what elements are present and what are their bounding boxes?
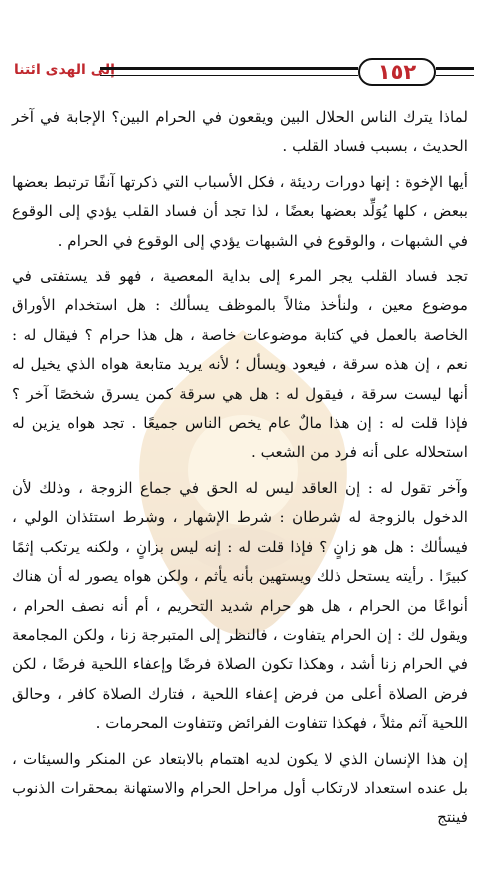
paragraph-4: وآخر تقول له : إن العاقد ليس له الحق في جماع الزوجة ، وذلك لأن الدخول بالزوجة له شرطان : شرط الإشهار ، وشرط استئذان الولي ، فيسألك : هل هو زانٍ ؟ فإذا قلت له : إنه ليس بزانٍ ، ولكنه يرتكب إثمًا كبيرًا . رأيته يستحل ذلك ويستهين بأنه يأثم ، ولكن هواه يصور له أن هناك أنواعًا من الحرام ، هل هو حرام شديد التحريم ، أم أنه نصف الحرام ، ويقول لك : إن الحرام يتفاوت ، فالنظر إلى المتبرجة زنا ، ولكن المجامعة في الحرام زنا أشد ، وهكذا تكون الصلاة فرضًا وإعفاء اللحية فرضًا ، لكن فرض الصلاة أعلى من فرض إعفاء اللحية ، فتارك الصلاة كافر ، وحالق اللحية آثم مثلاً ، فهكذا تتفاوت الفرائض وتتفاوت المحرمات .	[12, 478, 468, 733]
paragraph-3: تجد فساد القلب يجر المرء إلى بداية المعصية ، فهو قد يستفتى في موضوع معين ، ولنأخذ مثالاً بالموظف يسألك : هل استخدام الأوراق الخاصة بالعمل في كتابة موضوعات خاصة ، هل هذا حرام ؟ فيقال له : نعم ، إن هذه سرقة ، فيعود ويسأل ؛ لأنه يريد متابعة هواه الذي يخيل له أنها ليست سرقة ، فيقول له : هل هي سرقة كمن يسرق شخصًا آخر ؟ فإذا قلت له : إن هذا مالٌ عام يخص الناس جميعًا . تجد هواه يزين له استحلاله على أنه فرد من الشعب .	[12, 267, 468, 462]
paragraph-5: إن هذا الإنسان الذي لا يكون لديه اهتمام بالابتعاد عن المنكر والسيئات ، بل عنده استعداد لارتكاب أول مراحل الحرام والاستهانة بمحقرات الذنوب فينتج	[12, 749, 468, 827]
header-rule-end	[436, 67, 474, 76]
page-number-badge	[358, 58, 436, 86]
page-body	[12, 103, 468, 833]
paragraph-2: أيها الإخوة : إنها دورات رديئة ، فكل الأسباب التي ذكرتها آنفًا ترتبط بعضها ببعض ، كلها يُوَلِّد بعضها بعضًا ، لذا تجد أن فساد القلب يؤدي إلى الوقوع في الشبهات ، والوقوع في الشبهات يؤدي إلى الوقوع في الحرام .	[12, 172, 468, 250]
paragraph-1: لماذا يترك الناس الحلال البين ويقعون في الحرام البين؟ الإجابة في آخر الحديث ، بسبب فساد القلب .	[12, 108, 468, 156]
page-header	[0, 50, 480, 98]
header-rule	[100, 67, 358, 76]
book-title: إلى الهدى ائتنا	[14, 62, 115, 78]
page-number: ١٥٢	[377, 60, 417, 84]
